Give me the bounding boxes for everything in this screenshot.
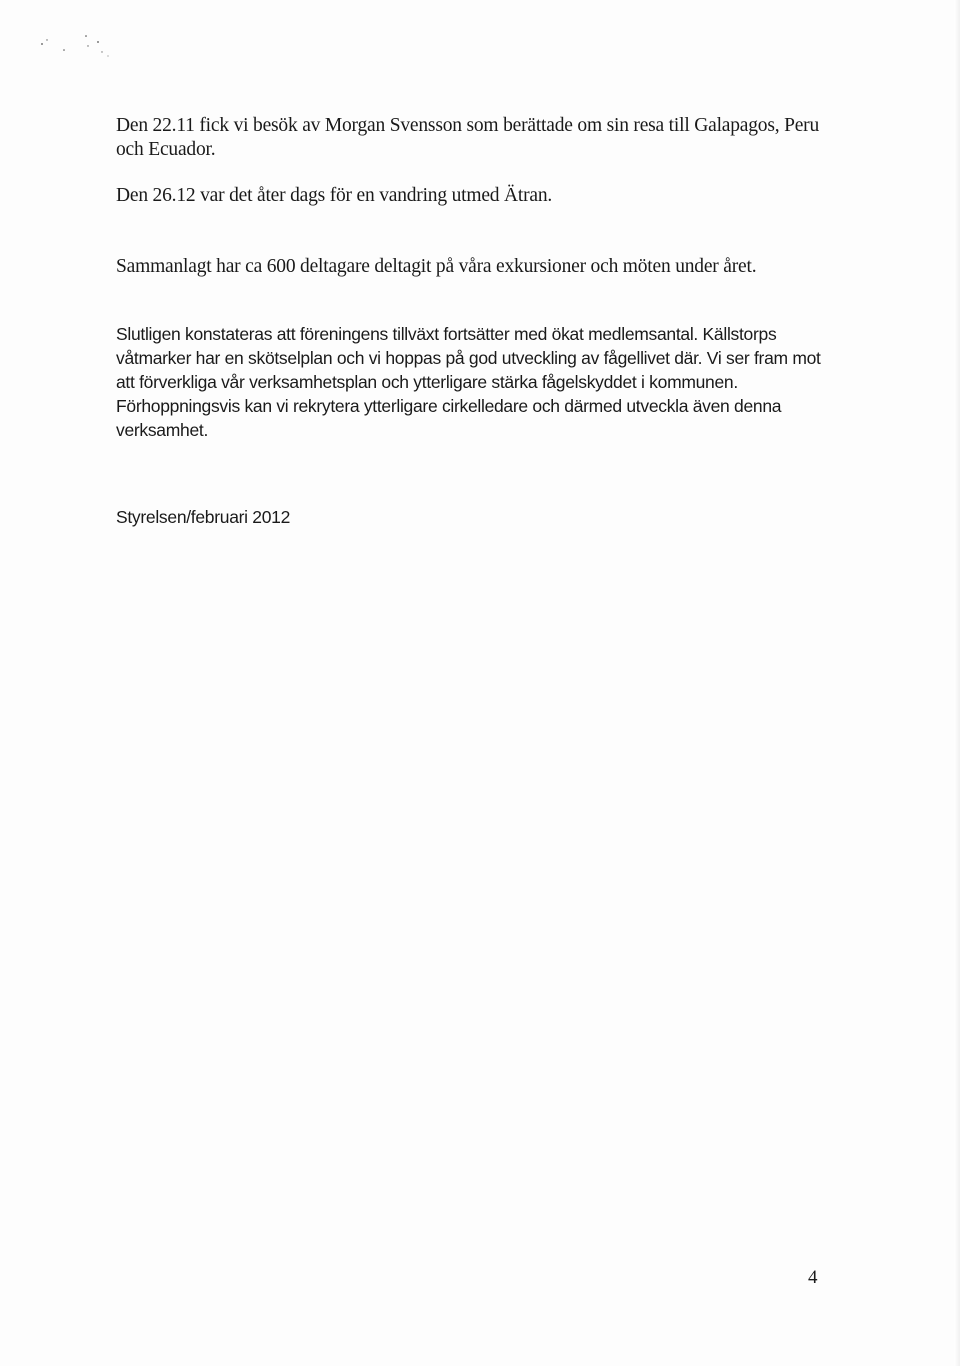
signature: Styrelsen/februari 2012 [116, 507, 291, 527]
paragraph-participants: Sammanlagt har ca 600 deltagare deltagit på våra exkursioner och möten under året. [116, 256, 757, 277]
scan-edge [954, 0, 960, 1366]
scan-specks [38, 30, 118, 60]
paragraph-walk: Den 26.12 var det åter dags för en vandring utmed Ätran. [116, 185, 553, 206]
page-number: 4 [808, 1267, 818, 1288]
paragraph-conclusion: Slutligen konstateras att föreningens tillväxt fortsätter med ökat medlemsantal. Källstorps våtmarker har en skötselplan och vi hoppas på god utveckling av fågellivet där. Vi ser fram mot att förverkliga vår verksamhetsplan och ytterligare stärka fågelskyddet i kommunen. Förhoppningsvis kan vi rekrytera ytterligare cirkelledare och därmed utveckla även denna verksamhet. [116, 324, 821, 440]
paragraph-visit: Den 22.11 fick vi besök av Morgan Svensson som berättade om sin resa till Galapagos, Peru och Ecuador. [116, 115, 820, 160]
